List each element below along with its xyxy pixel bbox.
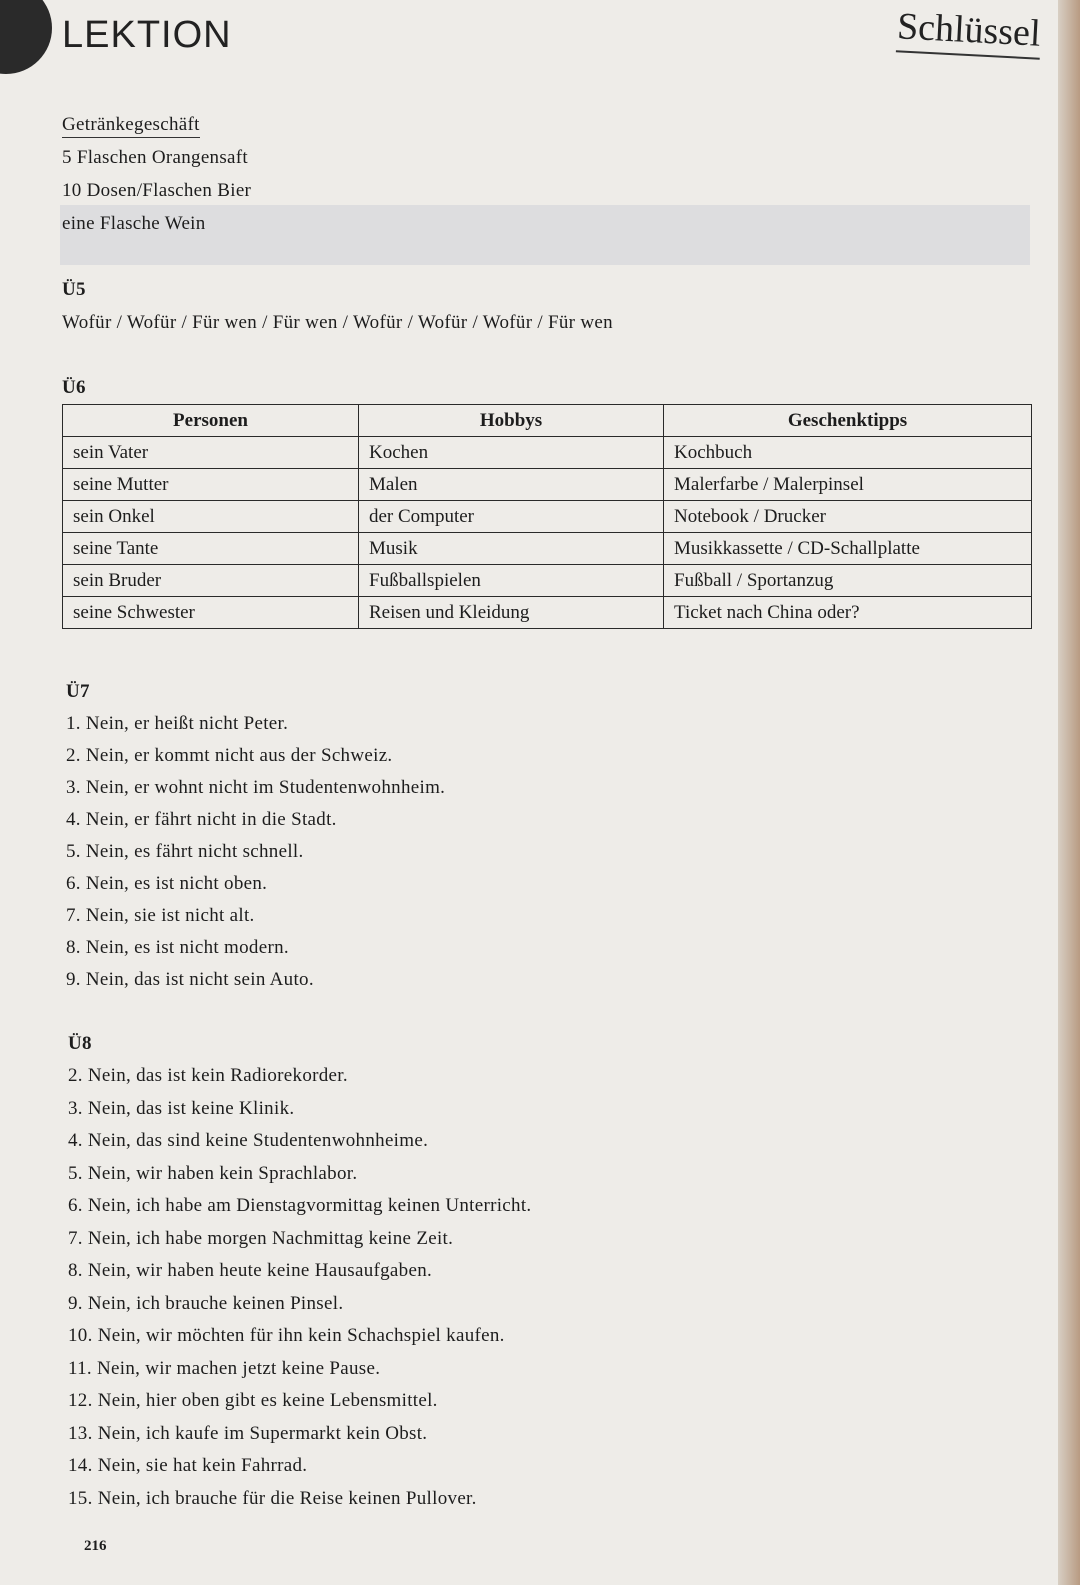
table-cell: Malen	[359, 469, 664, 501]
u7-section	[66, 675, 445, 996]
table-cell: Kochen	[359, 437, 664, 469]
table-cell: Musik	[359, 533, 664, 565]
shopping-section	[62, 108, 251, 240]
table-cell: seine Mutter	[63, 469, 359, 501]
list-item: 10 Dosen/Flaschen Bier	[62, 180, 252, 201]
list-item: 9. Nein, ich brauche keinen Pinsel.	[68, 1292, 344, 1314]
lesson-number-badge	[0, 0, 52, 74]
column-header: Geschenktipps	[664, 405, 1032, 437]
u6-section	[62, 371, 86, 404]
table-header-row	[63, 405, 1032, 437]
list-item: 3. Nein, das ist keine Klinik.	[68, 1097, 295, 1119]
list-item: 2. Nein, er kommt nicht aus der Schweiz.	[66, 745, 393, 766]
table-cell: Reisen und Kleidung	[359, 597, 664, 629]
list-item: 6. Nein, es ist nicht oben.	[66, 873, 268, 894]
table-cell: seine Tante	[63, 533, 359, 565]
u8-section	[68, 1027, 531, 1515]
table-cell: Notebook / Drucker	[664, 501, 1032, 533]
u5-heading: Ü5	[62, 279, 86, 300]
list-item: 8. Nein, es ist nicht modern.	[66, 937, 289, 958]
table-cell: Fußballspielen	[359, 565, 664, 597]
list-item: 5. Nein, es fährt nicht schnell.	[66, 841, 304, 862]
lesson-word: LEKTION	[62, 14, 232, 56]
u5-answer: Wofür / Wofür / Für wen / Für wen / Wofür / Wofür / Wofür / Für wen	[62, 312, 613, 333]
list-item: 4. Nein, das sind keine Studentenwohnheime.	[68, 1130, 429, 1151]
list-item: 12. Nein, hier oben gibt es keine Lebensmittel.	[68, 1390, 438, 1411]
table-cell: sein Vater	[63, 437, 359, 469]
table-cell: Malerfarbe / Malerpinsel	[664, 469, 1032, 501]
column-header: Hobbys	[359, 405, 664, 437]
list-item: 1. Nein, er heißt nicht Peter.	[66, 713, 289, 734]
table-cell: Musikkassette / CD-Schallplatte	[664, 533, 1032, 565]
table-cell: sein Bruder	[63, 565, 359, 597]
key-title: Schlüssel	[896, 4, 1042, 59]
list-item: 7. Nein, ich habe morgen Nachmittag keine Zeit.	[68, 1227, 454, 1249]
table-row	[63, 533, 1032, 565]
shopping-title: Getränkegeschäft	[62, 113, 200, 138]
list-item: 2. Nein, das ist kein Radiorekorder.	[68, 1065, 348, 1086]
u8-heading: Ü8	[68, 1033, 92, 1054]
list-item: 13. Nein, ich kaufe im Supermarkt kein Obst.	[68, 1422, 428, 1444]
list-item: 8. Nein, wir haben heute keine Hausaufgaben.	[68, 1260, 433, 1281]
table-cell: sein Onkel	[63, 501, 359, 533]
list-item: 5 Flaschen Orangensaft	[62, 147, 248, 168]
column-header: Personen	[63, 405, 359, 437]
list-item: 7. Nein, sie ist nicht alt.	[66, 905, 255, 926]
list-item: 5. Nein, wir haben kein Sprachlabor.	[68, 1162, 358, 1184]
list-item: 11. Nein, wir machen jetzt keine Pause.	[68, 1357, 381, 1379]
list-item: 10. Nein, wir möchten für ihn kein Schachspiel kaufen.	[68, 1325, 505, 1346]
u6-heading: Ü6	[62, 377, 86, 398]
table-cell: seine Schwester	[63, 597, 359, 629]
table-cell: Kochbuch	[664, 437, 1032, 469]
table-row	[63, 597, 1032, 629]
table-cell: Fußball / Sportanzug	[664, 565, 1032, 597]
list-item: 3. Nein, er wohnt nicht im Studentenwohnheim.	[66, 777, 446, 798]
page-number: 216	[84, 1538, 107, 1554]
hobby-table	[62, 404, 1032, 629]
list-item: 14. Nein, sie hat kein Fahrrad.	[68, 1455, 308, 1476]
u7-heading: Ü7	[66, 681, 90, 702]
table-cell: der Computer	[359, 501, 664, 533]
list-item: 4. Nein, er fährt nicht in die Stadt.	[66, 809, 337, 830]
table-cell: Ticket nach China oder?	[664, 597, 1032, 629]
table-row	[63, 437, 1032, 469]
list-item: 15. Nein, ich brauche für die Reise keinen Pullover.	[68, 1487, 477, 1509]
list-item: 9. Nein, das ist nicht sein Auto.	[66, 969, 314, 990]
page-edge	[1058, 0, 1080, 1585]
table-row	[63, 469, 1032, 501]
table-row	[63, 565, 1032, 597]
u5-section	[62, 273, 613, 339]
list-item: eine Flasche Wein	[62, 213, 206, 234]
list-item: 6. Nein, ich habe am Dienstagvormittag keinen Unterricht.	[68, 1195, 532, 1216]
table-row	[63, 501, 1032, 533]
